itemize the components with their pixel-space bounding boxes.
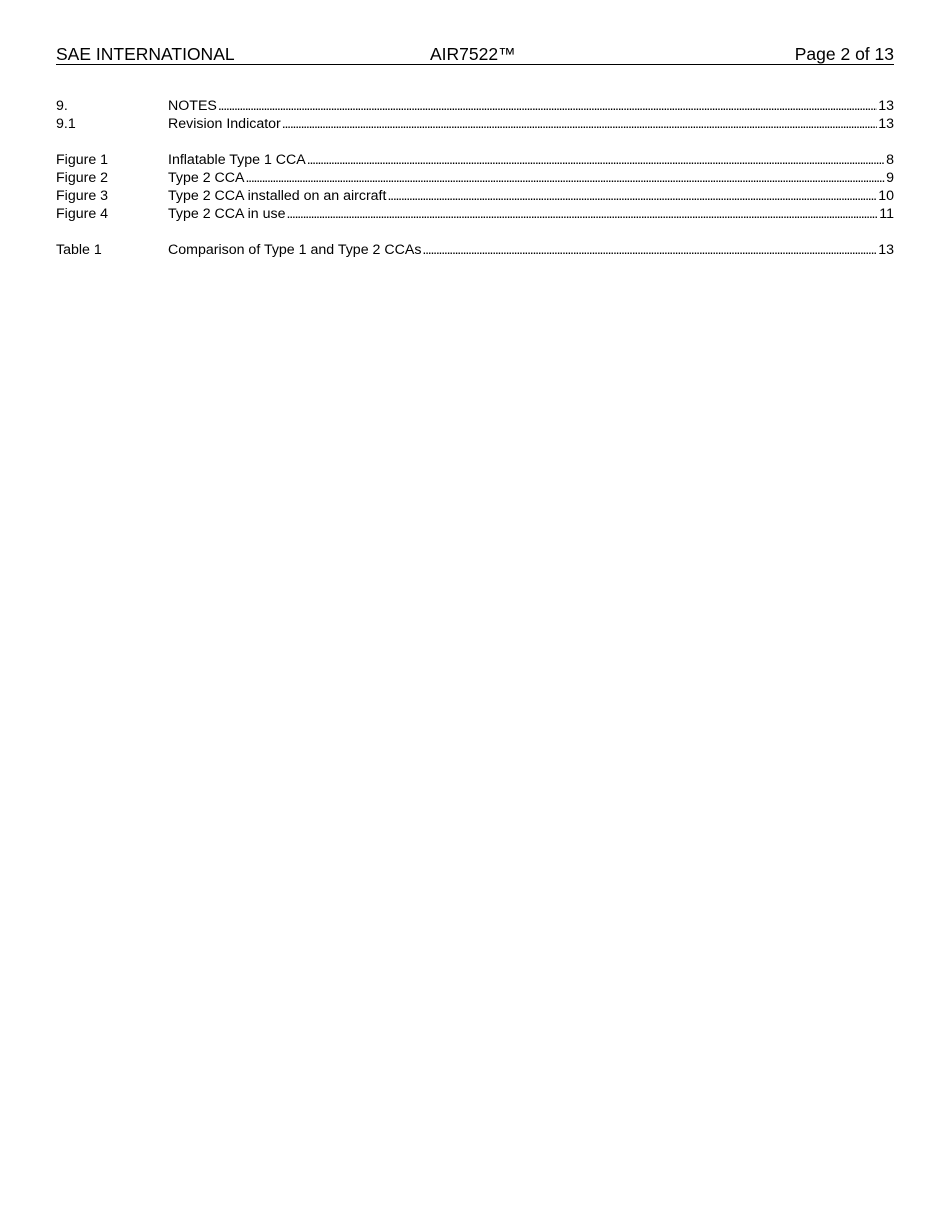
toc-entry-title: Revision Indicator <box>168 116 281 132</box>
header-page-number: Page 2 of 13 <box>794 44 894 64</box>
toc-entry-figure-3 <box>56 187 894 205</box>
toc-entry-number: 9.1 <box>56 116 76 132</box>
toc-entry-table-1 <box>56 241 894 259</box>
toc-dot-leader <box>307 151 885 169</box>
toc-dot-leader <box>218 97 877 115</box>
toc-entry-figure-4 <box>56 205 894 223</box>
header-document-number: AIR7522™ <box>430 44 516 64</box>
running-header <box>56 44 894 65</box>
toc-entry-page: 9 <box>886 170 894 186</box>
toc-dot-leader <box>282 115 877 133</box>
toc-entry-title: Inflatable Type 1 CCA <box>168 152 306 168</box>
toc-entry-page: 13 <box>878 98 894 114</box>
toc-entry-figure-2 <box>56 169 894 187</box>
toc-entry-title: Type 2 CCA <box>168 170 245 186</box>
header-organization: SAE INTERNATIONAL <box>56 44 235 64</box>
toc-entry-page: 10 <box>878 188 894 204</box>
toc-entry-number: Figure 4 <box>56 206 109 222</box>
toc-entry-page: 11 <box>879 206 894 222</box>
toc-entry-figure-1 <box>56 151 894 169</box>
toc-dot-leader <box>246 169 886 187</box>
toc-entry-number: Figure 2 <box>56 170 109 186</box>
toc-dot-leader <box>422 241 877 259</box>
toc-entry-title: NOTES <box>168 98 217 114</box>
toc-spacer <box>56 133 894 151</box>
toc-entry-number: Figure 1 <box>56 152 109 168</box>
toc-entry-page: 13 <box>878 116 894 132</box>
toc-entry-number: 9. <box>56 98 68 114</box>
toc-entry-title: Type 2 CCA installed on an aircraft <box>168 188 387 204</box>
toc-entry-title: Comparison of Type 1 and Type 2 CCAs <box>168 242 422 258</box>
table-of-contents <box>56 97 894 259</box>
toc-entry-number: Table 1 <box>56 242 102 258</box>
toc-entry-page: 8 <box>886 152 894 168</box>
toc-dot-leader <box>387 187 877 205</box>
toc-spacer <box>56 223 894 241</box>
toc-entry-number: Figure 3 <box>56 188 109 204</box>
toc-entry-page: 13 <box>878 242 894 258</box>
toc-entry-title: Type 2 CCA in use <box>168 206 286 222</box>
toc-entry-section-9 <box>56 97 894 115</box>
toc-entry-section-9-1 <box>56 115 894 133</box>
toc-dot-leader <box>287 205 879 223</box>
